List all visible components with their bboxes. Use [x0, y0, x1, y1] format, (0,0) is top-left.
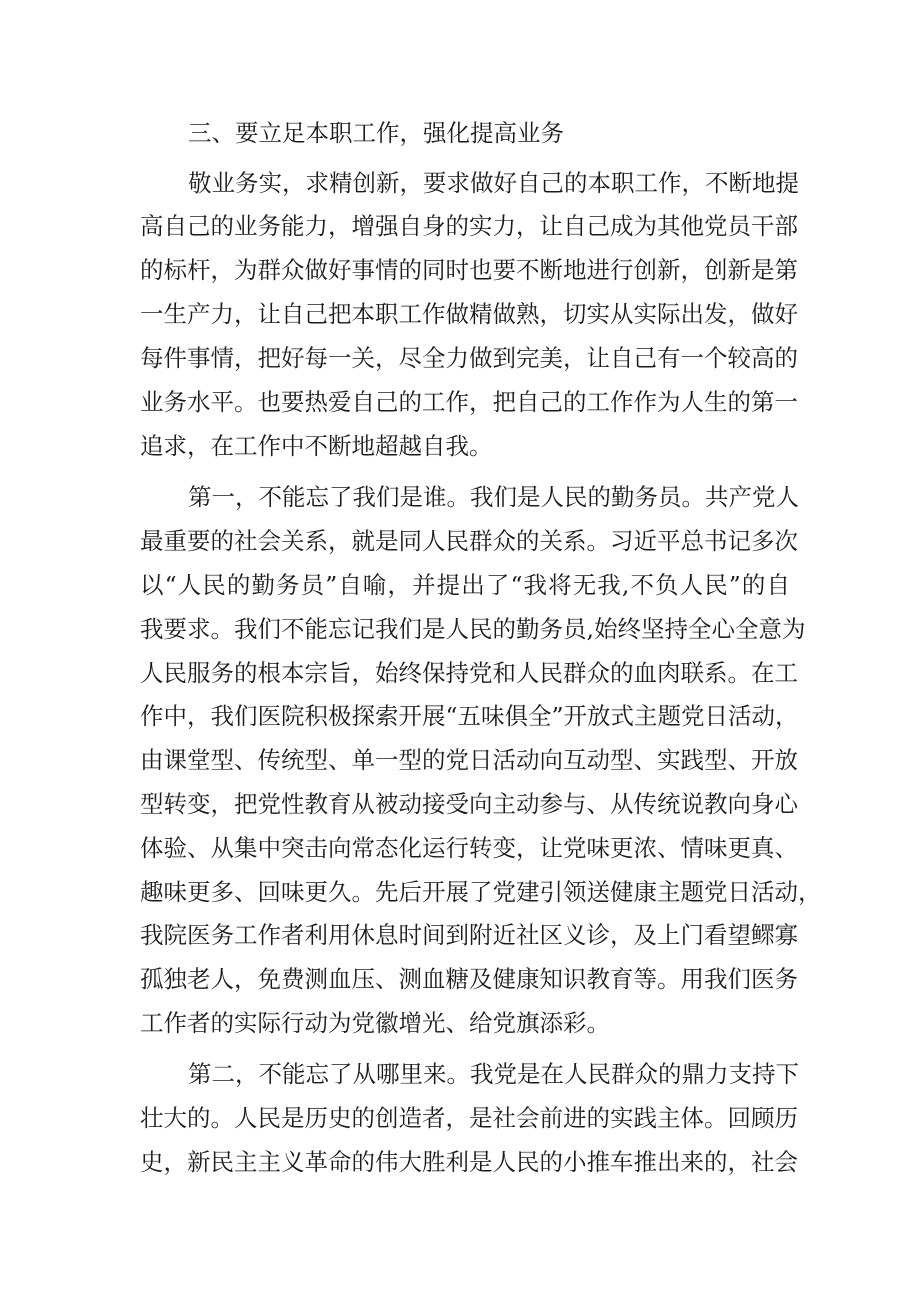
paragraph-1-line-7: 追求，在工作中不断地超越自我。 [140, 432, 493, 460]
paragraph-2-line-7: 由课堂型、传统型、单一型的党日活动向互动型、实践型、开放 [140, 746, 798, 774]
paragraph-1-line-4: 一生产力，让自己把本职工作做精做熟，切实从实际出发，做好 [140, 300, 798, 328]
paragraph-2-line-12: 孤独老人，免费测血压、测血糖及健康知识教育等。用我们医务 [140, 965, 798, 993]
paragraph-3-line-2: 壮大的。人民是历史的创造者，是社会前进的实践主体。回顾历 [140, 1104, 798, 1132]
paragraph-2-line-8: 型转变，把党性教育从被动接受向主动参与、从传统说教向身心 [140, 790, 798, 818]
paragraph-1-line-2: 高自己的业务能力，增强自身的实力，让自己成为其他党员干部 [140, 212, 798, 240]
paragraph-2-line-4: 我要求。我们不能忘记我们是人民的勤务员,始终坚持全心全意为 [140, 615, 806, 643]
paragraph-1-line-1: 敬业务实，求精创新，要求做好自己的本职工作，不断地提 [188, 169, 799, 197]
paragraph-2-line-9: 体验、从集中突击向常态化运行转变，让党味更浓、情味更真、 [140, 834, 798, 862]
section-heading: 三、要立足本职工作，强化提高业务 [188, 119, 564, 147]
paragraph-1-line-6: 业务水平。也要热爱自己的工作，把自己的工作作为人生的第一 [140, 388, 798, 416]
paragraph-2-line-2: 最重要的社会关系，就是同人民群众的关系。习近平总书记多次 [140, 527, 798, 555]
paragraph-2-line-6: 作中，我们医院积极探索开展“五味俱全”开放式主题党日活动， [140, 702, 799, 730]
paragraph-3-line-1: 第二，不能忘了从哪里来。我党是在人民群众的鼎力支持下 [188, 1060, 799, 1088]
paragraph-1-line-5: 每件事情，把好每一关，尽全力做到完美，让自己有一个较高的 [140, 344, 798, 372]
paragraph-2-line-13: 工作者的实际行动为党徽增光、给党旗添彩。 [140, 1009, 610, 1037]
paragraph-3-line-3: 史，新民主主义革命的伟大胜利是人民的小推车推出来的，社会 [140, 1148, 798, 1176]
paragraph-1-line-3: 的标杆，为群众做好事情的同时也要不断地进行创新，创新是第 [140, 256, 798, 284]
paragraph-2-line-5: 人民服务的根本宗旨，始终保持党和人民群众的血肉联系。在工 [140, 659, 798, 687]
paragraph-2-line-11: 我院医务工作者利用休息时间到附近社区义诊，及上门看望鳏寡 [140, 921, 798, 949]
paragraph-2-line-3: 以“人民的勤务员”自喻，并提出了“我将无我,不负人民”的自 [140, 571, 790, 599]
paragraph-2-line-1: 第一，不能忘了我们是谁。我们是人民的勤务员。共产党人 [188, 483, 799, 511]
paragraph-2-line-10: 趣味更多、回味更久。先后开展了党建引领送健康主题党日活动， [140, 878, 822, 906]
